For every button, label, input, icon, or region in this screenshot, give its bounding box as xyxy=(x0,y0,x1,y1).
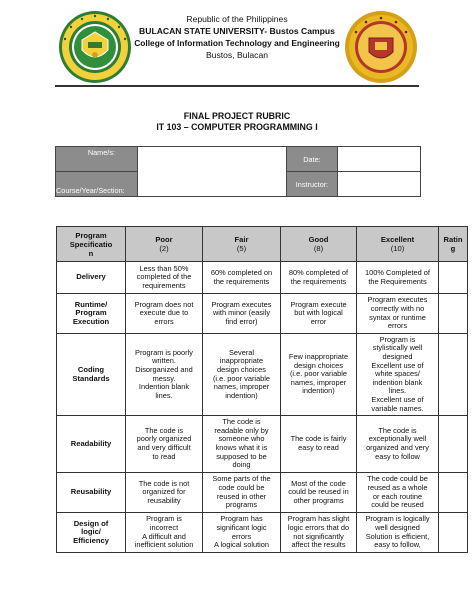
table-row xyxy=(57,513,468,553)
readability-excellent: The code is exceptionally well organized and very easy to follow xyxy=(357,416,439,473)
header-program-specification: Program Specificatio n xyxy=(57,227,126,262)
fair-points: (5) xyxy=(236,244,247,253)
header-divider xyxy=(55,85,419,87)
delivery-fair: 60% completed on the requirements xyxy=(203,262,281,294)
design-fair: Program has significant logic errors A logical solution xyxy=(203,513,281,553)
coding-fair: Several inappropriate design choices (i.e. poor variable names, improper indention) xyxy=(203,334,281,416)
student-info-table xyxy=(55,146,421,197)
delivery-rating-cell[interactable] xyxy=(439,262,468,294)
excellent-points: (10) xyxy=(390,244,405,253)
readability-fair: The code is readable only by someone who knows what it is supposed to be doing xyxy=(203,416,281,473)
coding-poor: Program is poorly written. Disorganized and messy. Indention blank lines. xyxy=(126,334,203,416)
rubric-table xyxy=(56,226,468,553)
instructor-field[interactable] xyxy=(338,172,421,197)
fair-label: Fair xyxy=(234,235,249,244)
header-rating: Ratin g xyxy=(439,227,468,262)
reusability-rating-cell[interactable] xyxy=(439,473,468,513)
runtime-good: Program execute but with logical error xyxy=(281,294,357,334)
college-seal xyxy=(344,10,418,84)
readability-rating-cell[interactable] xyxy=(439,416,468,473)
name-label: Name/s: xyxy=(56,147,138,172)
criterion-reusability: Reusability xyxy=(57,473,126,513)
course-title: IT 103 – COMPUTER PROGRAMMING I xyxy=(156,122,318,132)
table-row xyxy=(57,416,468,473)
name-field[interactable] xyxy=(138,147,287,197)
good-points: (8) xyxy=(313,244,324,253)
course-year-section-label: Course/Year/Section: xyxy=(56,172,138,197)
readability-good: The code is fairly easy to read xyxy=(281,416,357,473)
header-good xyxy=(281,227,357,262)
runtime-poor: Program does not execute due to errors xyxy=(126,294,203,334)
date-field[interactable] xyxy=(338,147,421,172)
criterion-delivery: Delivery xyxy=(57,262,126,294)
reusability-good: Most of the code could be reused in other programs xyxy=(281,473,357,513)
design-rating-cell[interactable] xyxy=(439,513,468,553)
coding-good: Few inappropriate design choices (i.e. poor variable names, improper indention) xyxy=(281,334,357,416)
readability-poor: The code is poorly organized and very difficult to read xyxy=(126,416,203,473)
runtime-rating-cell[interactable] xyxy=(439,294,468,334)
design-excellent: Program is logically well designed Solution is efficient, easy to follow, xyxy=(357,513,439,553)
criterion-design-logic: Design of logic/ Efficiency xyxy=(57,513,126,553)
delivery-good: 80% completed of the requirements xyxy=(281,262,357,294)
instructor-label: Instructor: xyxy=(287,172,338,197)
design-good: Program has slight logic errors that do not significantly affect the results xyxy=(281,513,357,553)
reusability-poor: The code is not organized for reusability xyxy=(126,473,203,513)
table-row xyxy=(57,262,468,294)
criterion-runtime: Runtime/ Program Execution xyxy=(57,294,126,334)
poor-label: Poor xyxy=(155,235,173,244)
delivery-poor: Less than 50% completed of the requirements xyxy=(126,262,203,294)
criterion-coding-standards: Coding Standards xyxy=(57,334,126,416)
date-label: Date: xyxy=(287,147,338,172)
university-name: BULACAN STATE UNIVERSITY- Bustos Campus xyxy=(139,26,335,36)
runtime-excellent: Program executes correctly with no syntax or runtime errors xyxy=(357,294,439,334)
coding-rating-cell[interactable] xyxy=(439,334,468,416)
coding-excellent: Program is stylistically well designed Excellent use of white spaces/ indention blank lines. Excellent use of variable names. xyxy=(357,334,439,416)
table-row xyxy=(57,294,468,334)
header-poor xyxy=(126,227,203,262)
document-header xyxy=(120,13,354,61)
delivery-excellent: 100% Completed of the Requirements xyxy=(357,262,439,294)
reusability-excellent: The code could be reused as a whole or each routine could be reused xyxy=(357,473,439,513)
header-fair xyxy=(203,227,281,262)
document-titles xyxy=(0,111,474,133)
college-name: College of Information Technology and Engineering xyxy=(134,38,340,48)
design-poor: Program is incorrect A difficult and inefficient solution xyxy=(126,513,203,553)
criterion-readability: Readability xyxy=(57,416,126,473)
table-row xyxy=(57,334,468,416)
good-label: Good xyxy=(308,235,329,244)
header-excellent xyxy=(357,227,439,262)
table-row xyxy=(57,473,468,513)
reusability-fair: Some parts of the code could be reused in other programs xyxy=(203,473,281,513)
campus-location: Bustos, Bulacan xyxy=(205,50,269,60)
poor-points: (2) xyxy=(159,244,169,253)
rubric-header-row xyxy=(57,227,468,262)
excellent-label: Excellent xyxy=(380,235,415,244)
runtime-fair: Program executes with minor (easily find error) xyxy=(203,294,281,334)
country-line: Republic of the Philippines xyxy=(186,14,288,24)
rubric-title: FINAL PROJECT RUBRIC xyxy=(183,111,291,121)
